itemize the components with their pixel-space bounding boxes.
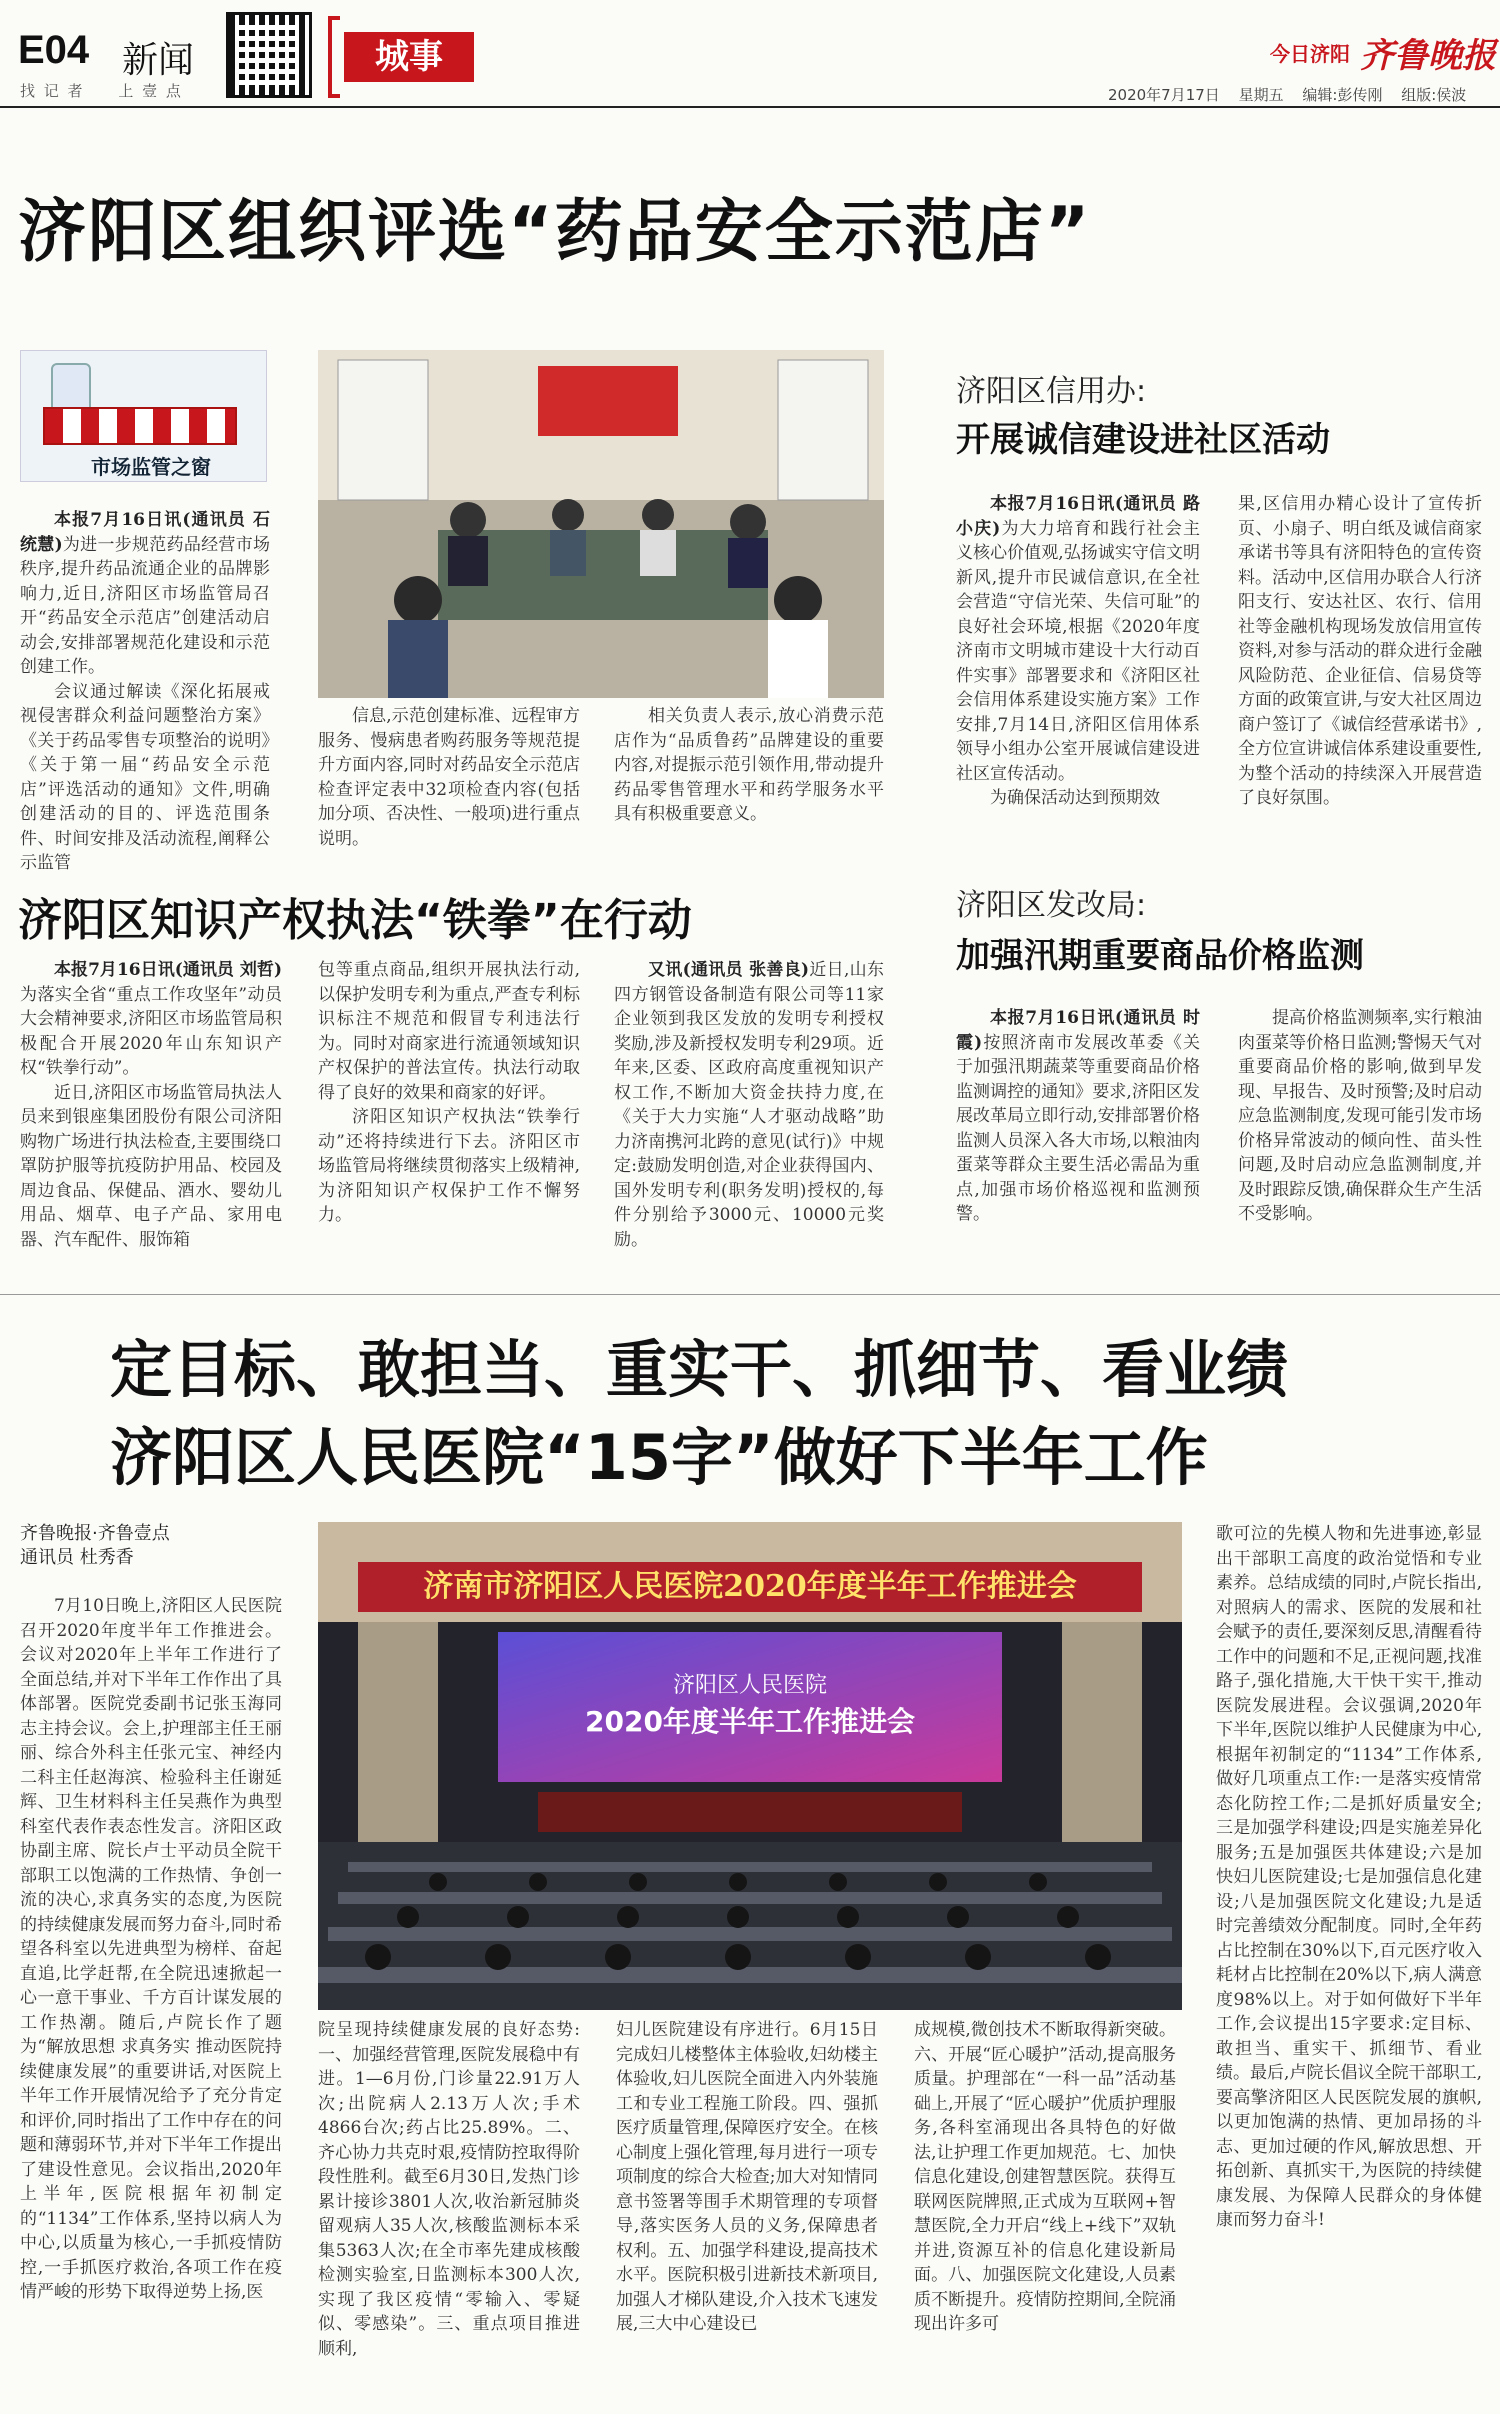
masthead-rule bbox=[0, 106, 1500, 108]
story5-byline-outlet: 齐鲁晚报·齐鲁壹点 bbox=[20, 1523, 170, 1544]
brand-small: 今日济阳 bbox=[1270, 42, 1350, 66]
story1-col3 bbox=[614, 704, 884, 848]
story3-col2b-text: 济阳区知识产权执法“铁拳行动”还将持续进行下去。济阳区市场监管局将继续贯彻落实上级精神,为济阳知识产权保护工作不懈努力。 bbox=[318, 1107, 580, 1225]
story1-dateline: 本报7月16日讯(通讯员 石统慧) bbox=[20, 510, 270, 555]
story5-bottom3-text: 成规模,微创技术不断取得新突破。六、开展“匠心暖护”活动,提高服务质量。护理部在“一科一品”活动基础上,开展了“匠心暖护”优质护理服务,各科室涌现出各具特色的好做法,让护理工作更加规范。七、加快信息化建设,创建智慧医院。获得互联网医院牌照,正式成为互联网+智慧医院,全力开启“线上+线下”双轨并进,资源互补的信息化建设新局面。八、加强医院文化建设,人员素质不断提升。疫情防控期间,全院涌现出许多可 bbox=[914, 2020, 1176, 2334]
screen-text-line1: 济阳区人民医院 bbox=[672, 1673, 827, 1698]
meeting-photo bbox=[318, 350, 884, 698]
story3-col2 bbox=[318, 958, 580, 1274]
story2-col2-text: 果,区信用办精心设计了宣传折页、小扇子、明白纸及诚信商家承诺书等具有济阳特色的宣传资料。活动中,区信用办联合人行济阳支行、安达社区、农行、信用社等金融机构现场发放信用宣传资料,对参与活动的群众进行金融风险防范、企业征信、信易贷等方面的政策宣讲,与安大社区周边商户签订了《诚信经营承诺书》,全方位宣讲诚信体系建设重要性,为整个活动的持续深入开展营造了良好氛围。 bbox=[1238, 494, 1482, 808]
story5-headline-line1: 定目标、敢担当、重实干、抓细节、看业绩 bbox=[110, 1333, 1289, 1406]
story4-col1-text: 按照济南市发展改革委《关于加强汛期蔬菜等重要商品价格监测调控的通知》要求,济阳区发展改革局立即行动,安排部署价格监测人员深入各大市场,以粮油肉蛋菜等群众主要生活必需品为重点,加强市场价格巡视和监测预警。 bbox=[956, 1032, 1201, 1224]
story5-bottom-col2 bbox=[616, 2018, 878, 2394]
story2-headline: 开展诚信建设进社区活动 bbox=[956, 420, 1330, 460]
story1-col3-text: 相关负责人表示,放心消费示范店作为“品质鲁药”品牌建设的重要内容,对提振示范引领作用,带动提升药品零售管理水平和药学服务水平具有积极重要意义。 bbox=[614, 706, 884, 824]
story1-col2 bbox=[318, 704, 580, 848]
story1-col1 bbox=[20, 508, 270, 873]
masthead-slogan: 找 记 者 上 壹 点 bbox=[20, 82, 183, 100]
story3-col3-text: 近日,山东四方钢管设备制造有限公司等11家企业领到我区发放的发明专利授权奖励,涉及新授权发明专利29项。近年来,区委、区政府高度重视知识产权工作,不断加大资金扶持力度,在《关于大力实施“人才驱动战略”助力济南携河北跨的意见(试行)》中规定:鼓励发明创造,对企业获得国内、国外发明专利(职务发明)授权的,每件分别给予3000元、10000元奖励。 bbox=[614, 960, 884, 1250]
section-divider bbox=[0, 1294, 1500, 1295]
qr-code-icon bbox=[226, 12, 312, 98]
masthead bbox=[0, 0, 1500, 110]
story2-dateline: 本报7月16日讯(通讯员 路小庆) bbox=[956, 494, 1200, 539]
market-supervision-badge bbox=[20, 350, 267, 482]
hospital-meeting-photo bbox=[318, 1522, 1182, 2010]
story1-col1b-text: 会议通过解读《深化拓展戒视侵害群众利益问题整治方案》《关于药品零售专项整治的说明》《关于第一届“药品安全示范店”评选活动的通知》文件,明确创建活动的目的、评选范围条件、时间安排及活动流程,阐释公示监管 bbox=[20, 681, 270, 873]
story3-headline: 济阳区知识产权执法“铁拳”在行动 bbox=[18, 895, 692, 946]
story4-col2 bbox=[1238, 1006, 1482, 1274]
page-number: E04 bbox=[18, 28, 90, 72]
story2-col2 bbox=[1238, 492, 1482, 848]
story5-bottom-col1 bbox=[318, 2018, 580, 2394]
section-tab: 城事 bbox=[344, 32, 474, 82]
story2-col1 bbox=[956, 492, 1200, 848]
story4-headline: 加强汛期重要商品价格监测 bbox=[956, 936, 1364, 976]
story5-right-col bbox=[1216, 1522, 1482, 2394]
story5-byline bbox=[20, 1522, 170, 1570]
section-name: 新闻 bbox=[122, 40, 195, 81]
story5-bottom2-text: 妇儿医院建设有序进行。6月15日完成妇儿楼整体主体验收,妇幼楼主体验收,妇儿医院全面进入内外装施工和专业工程施工阶段。四、强抓医疗质量管理,保障医疗安全。在核心制度上强化管理,每月进行一项专项制度的综合大检查;加大对知情同意书签署等围手术期管理的专项督导,落实医务人员的义务,保障患者权利。五、加强学科建设,提高技术水平。医院积极引进新技术新项目,加强人才梯队建设,介入技术飞速发展,三大中心建设已 bbox=[616, 2020, 878, 2334]
layout-credit: 组版:侯波 bbox=[1401, 86, 1467, 104]
story1-headline: 济阳区组织评选“药品安全示范店” bbox=[18, 193, 1092, 272]
story2-col1b-text: 为确保活动达到预期效 bbox=[990, 788, 1160, 808]
story5-bottom1-text: 院呈现持续健康发展的良好态势:一、加强经营管理,医院发展稳中有进。1—6月份,门诊量22.91万人次;出院病人2.13万人次;手术4866台次;药占比25.89%。二、齐心协力共克时艰,疫情防控取得阶段性胜利。截至6月30日,发热门诊累计接诊3801人次,收治新冠肺炎留观病人35人次,核酸监测标本采集5363人次;在全市率先建成核酸检测实验室,日监测标本300人次,实现了我区疫情“零输入、零疑似、零感染”。三、重点项目推进顺利, bbox=[318, 2020, 580, 2359]
editor-credit: 编辑:彭传刚 bbox=[1302, 86, 1383, 104]
brand-logo: 齐鲁晚报 bbox=[1360, 36, 1496, 76]
story4-col1 bbox=[956, 1006, 1200, 1274]
story5-left-text: 7月10日晚上,济阳区人民医院召开2020年度半年工作推进会。会议对2020年上半年工作进行了全面总结,并对下半年工作作出了具体部署。医院党委副书记张玉海同志主持会议。会上,护理部主任王丽丽、综合外科主任张元宝、神经内二科主任赵海滨、检验科主任谢延辉、卫生材料科主任吴燕作为典型科室代表作表态性发言。济阳区政协副主席、院长卢士平动员全院干部职工以饱满的工作热情、争创一流的决心,求真务实的态度,为医院的持续健康发展而努力奋斗,同时希望各科室以先进典型为榜样、奋起直追,比学赶帮,在全院迅速掀起一心一意干事业、千方百计谋发展的工作热潮。随后,卢院长作了题为“解放思想 求真务实 推动医院持续健康发展”的重要讲话,对医院上半年工作开展情况给予了充分肯定和评价,同时指出了工作中存在的问题和薄弱环节,并对下半年工作提出了建设性意见。会议指出,2020年上半年,医院根据年初制定的“1134”工作体系,坚持以病人为中心,以质量为核心,一手抓疫情防控,一手抓医疗救治,各项工作在疫情严峻的形势下取得逆势上扬,医 bbox=[20, 1596, 282, 2302]
screen-text-line2: 2020年度半年工作推进会 bbox=[585, 1705, 915, 1738]
masthead-info bbox=[1108, 84, 1466, 105]
story2-kicker: 济阳区信用办: bbox=[956, 374, 1147, 409]
story3-col2-text: 包等重点商品,组织开展执法行动,以保护发明专利为重点,严查专利标识标注不规范和假冒专利违法行为。同时对商家进行流通领域知识产权保护的普法宣传。执法行动取得了良好的效果和商家的好评。 bbox=[318, 960, 580, 1103]
story4-col2-text: 提高价格监测频率,实行粮油肉蛋菜等价格日监测;警惕天气对重要商品价格的影响,做到早发现、早报告、及时预警;及时启动应急监测制度,发现可能引发市场价格异常波动的倾向性、苗头性问题,及时启动应急监测制度,并及时跟踪反馈,确保群众生产生活不受影响。 bbox=[1238, 1008, 1482, 1224]
story5-byline-reporter: 通讯员 杜秀香 bbox=[20, 1547, 134, 1568]
story5-left-col bbox=[20, 1594, 282, 2394]
tab-bracket bbox=[328, 16, 340, 98]
column-label: 市场监管之窗 bbox=[91, 455, 211, 479]
story2-col1-text: 为大力培育和践行社会主义核心价值观,弘扬诚实守信文明新风,提升市民诚信意识,在全社会营造“守信光荣、失信可耻”的良好社会环境,根据《2020年度济南市文明城市建设十大行动百件实事》部署要求和《济阳区社会信用体系建设实施方案》工作安排,7月14日,济阳区信用体系领导小组办公室开展诚信建设进社区宣传活动。 bbox=[956, 518, 1201, 784]
story1-col2-text: 信息,示范创建标准、远程审方服务、慢病患者购药服务等规范提升方面内容,同时对药品安全示范店检查评定表中32项检查内容(包括加分项、否决性、一般项)进行重点说明。 bbox=[318, 706, 580, 849]
story3-col1-text: 为落实全省“重点工作攻坚年”动员大会精神要求,济阳区市场监管局积极配合开展2020年山东知识产权“铁拳行动”。 bbox=[20, 984, 282, 1078]
story5-headline-line2: 济阳区人民医院“15字”做好下半年工作 bbox=[110, 1421, 1208, 1494]
story4-kicker: 济阳区发改局: bbox=[956, 888, 1147, 923]
story3-col3-dateline: 又讯(通讯员 张善良) bbox=[648, 960, 810, 980]
issue-weekday: 星期五 bbox=[1238, 86, 1284, 104]
story1-col1-text: 为进一步规范药品经营市场秩序,提升药品流通企业的品牌影响力,近日,济阳区市场监管局召开“药品安全示范店”创建活动启动会,安排部署规范化建设和示范创建工作。 bbox=[20, 534, 270, 677]
story3-col1 bbox=[20, 958, 282, 1274]
story5-right-text: 歌可泣的先模人物和先进事迹,彰显出干部职工高度的政治觉悟和专业素养。总结成绩的同时,卢院长指出,对照病人的需求、医院的发展和社会赋予的责任,要深刻反思,清醒看待工作中的问题和不足,正视问题,找准路子,强化措施,大干快干实干,推动医院发展进程。会议强调,2020年下半年,医院以维护人民健康为中心,根据年初制定的“1134”工作体系,做好几项重点工作:一是落实疫情常态化防控工作;二是抓好质量安全;三是加强学科建设;四是实施差异化服务;五是加强医共体建设;六是加快妇儿医院建设;七是加强信息化建设;八是加强医院文化建设;九是适时完善绩效分配制度。同时,全年药占比控制在30%以下,百元医疗收入耗材占比控制在20%以下,病人满意度98%以上。对于如何做好下半年工作,会议提出15字要求:定目标、敢担当、重实干、抓细节、看业绩。最后,卢院长倡议全院干部职工,要高擎济阳区人民医院发展的旗帜,以更加饱满的热情、更加昂扬的斗志、更加过硬的作风,解放思想、开拓创新、真抓实干,为医院的持续健康发展、为保障人民群众的身体健康而努力奋斗! bbox=[1216, 1524, 1482, 2230]
story3-dateline: 本报7月16日讯(通讯员 刘哲) bbox=[54, 960, 282, 980]
story3-col1b-text: 近日,济阳区市场监管局执法人员来到银座集团股份有限公司济阳购物广场进行执法检查,主要围绕口罩防护服等抗疫防护用品、校园及周边食品、保健品、酒水、婴幼儿用品、烟草、电子产品、家用电器、汽车配件、服饰箱 bbox=[20, 1082, 282, 1250]
banner-text: 济南市济阳区人民医院2020年度半年工作推进会 bbox=[423, 1569, 1077, 1604]
shop-awning-icon bbox=[43, 407, 237, 445]
story4-dateline: 本报7月16日讯(通讯员 时霞) bbox=[956, 1008, 1200, 1053]
issue-date: 2020年7月17日 bbox=[1108, 86, 1220, 104]
story3-col3 bbox=[614, 958, 884, 1274]
meeting-photo-drawing bbox=[318, 350, 884, 698]
story5-bottom-col3 bbox=[914, 2018, 1176, 2394]
